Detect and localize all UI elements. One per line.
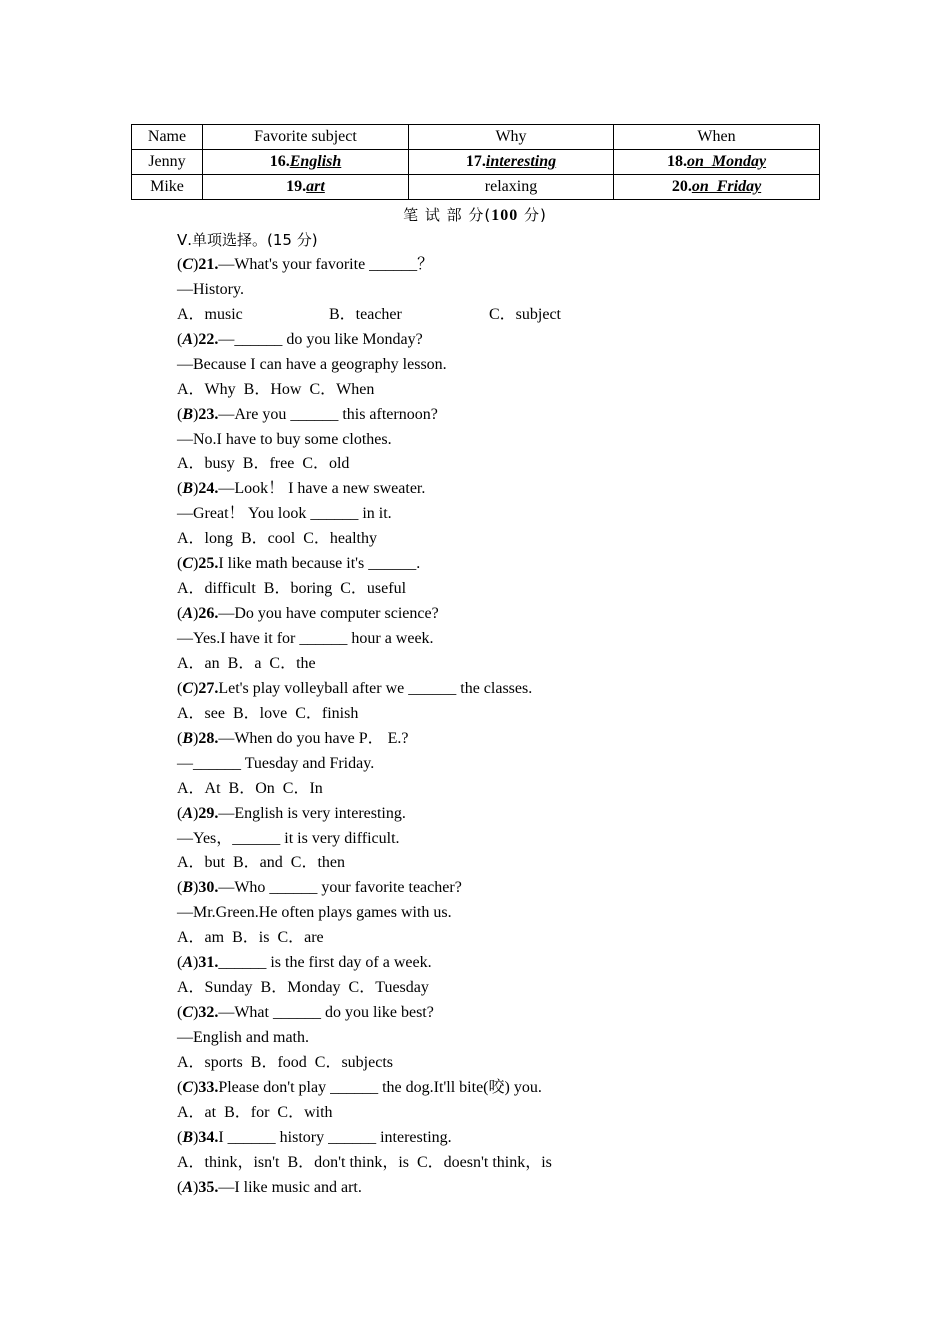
- section-title-score: 100: [491, 207, 519, 224]
- question-number: 25.: [198, 555, 219, 573]
- section-title-text: 笔 试 部 分(: [403, 206, 492, 224]
- question-list: [177, 228, 877, 1201]
- paren-open: (: [177, 729, 183, 747]
- answer-key: A: [182, 330, 193, 348]
- question-text: —When do you have P． E.?: [218, 729, 409, 747]
- answer-cell: [614, 150, 820, 175]
- paren-open: (: [177, 405, 183, 423]
- paren-open: (: [177, 679, 183, 697]
- paren-open: (: [177, 1078, 183, 1096]
- answer-key: B: [182, 729, 193, 747]
- options-line: A．see B．love C．finish: [177, 704, 359, 722]
- question-stem: [177, 602, 877, 627]
- options-line: A．Sunday B．Monday C．Tuesday: [177, 979, 429, 997]
- paren-open: (: [177, 555, 183, 573]
- question-stem: [177, 1076, 877, 1101]
- paren-close: ): [193, 1004, 199, 1022]
- question-number: 27.: [198, 679, 219, 697]
- question-reply: —Mr.Green.He often plays games with us.: [177, 904, 452, 922]
- question-stem: [177, 328, 877, 353]
- static-cell: relaxing: [409, 175, 614, 200]
- question-stem: [177, 477, 877, 502]
- question-stem: [177, 552, 877, 577]
- question-number: 24.: [198, 480, 219, 498]
- question-stem: [177, 951, 877, 976]
- paren-close: ): [193, 330, 199, 348]
- options-line: A．long B．cool C．healthy: [177, 530, 377, 548]
- paren-close: ): [193, 1078, 199, 1096]
- question-reply: —English and math.: [177, 1029, 309, 1046]
- answer-cell: [203, 150, 409, 175]
- answer-number: 16.: [269, 153, 290, 170]
- question-number: 32.: [198, 1004, 219, 1022]
- answer-cell: [614, 175, 820, 200]
- question-number: 22.: [198, 330, 219, 348]
- question-reply: —Yes，______ it is very difficult.: [177, 829, 400, 847]
- option-a: A．music: [177, 305, 243, 323]
- paren-close: ): [193, 405, 199, 423]
- paren-close: ): [193, 480, 199, 498]
- paren-close: ): [193, 729, 199, 747]
- header-name: Name: [132, 125, 203, 150]
- answer-text: art: [306, 178, 325, 195]
- question-reply: —Yes.I have it for ______ hour a week.: [177, 630, 434, 647]
- paren-close: ): [193, 1178, 199, 1196]
- answer-number: 17.: [465, 153, 486, 170]
- question-text: I ______ history ______ interesting.: [218, 1128, 452, 1146]
- question-text: —Are you ______ this afternoon?: [218, 405, 438, 423]
- question-reply: —______ Tuesday and Friday.: [177, 754, 375, 772]
- question-stem: [177, 1001, 877, 1026]
- question-text: —Who ______ your favorite teacher?: [218, 879, 462, 897]
- question-reply: —Because I can have a geography lesson.: [177, 355, 447, 373]
- options-line: A．think，isn't B．don't think，is C．doesn't think，is: [177, 1153, 552, 1171]
- paren-open: (: [177, 804, 183, 822]
- answer-number: 18.: [666, 153, 687, 170]
- paren-close: ): [193, 1128, 199, 1146]
- paren-close: ): [193, 555, 199, 573]
- answer-text: on Friday: [691, 178, 762, 195]
- paren-open: (: [177, 954, 183, 972]
- row-name: Mike: [132, 175, 203, 200]
- options-line: A．at B．for C．with: [177, 1103, 333, 1121]
- options-line: A．Why B．How C．When: [177, 380, 375, 398]
- answer-number: 19.: [286, 178, 307, 195]
- question-stem: [177, 1176, 877, 1201]
- question-stem: [177, 802, 877, 827]
- options-line: A．am B．is C．are: [177, 929, 324, 947]
- question-number: 30.: [198, 879, 219, 897]
- options-line: A．sports B．food C．subjects: [177, 1053, 394, 1071]
- paren-close: ): [193, 605, 199, 623]
- header-favorite-subject: Favorite subject: [203, 125, 409, 150]
- answer-key: A: [182, 1178, 193, 1196]
- paren-open: (: [177, 1004, 183, 1022]
- paren-open: (: [177, 480, 183, 498]
- question-reply: —No.I have to buy some clothes.: [177, 430, 392, 448]
- question-stem: [177, 677, 877, 702]
- paren-open: (: [177, 1128, 183, 1146]
- header-why: Why: [409, 125, 614, 150]
- answer-key: B: [182, 405, 193, 423]
- question-text: —What's your favorite ______？: [218, 255, 434, 273]
- table-header-row: [132, 125, 820, 150]
- question-number: 29.: [198, 804, 219, 822]
- question-text: —Look！ I have a new sweater.: [218, 480, 426, 498]
- question-stem: [177, 403, 877, 428]
- options-line: A．an B．a C．the: [177, 654, 316, 672]
- answer-key: C: [182, 1004, 193, 1022]
- options-line: [177, 303, 877, 328]
- question-number: 34.: [198, 1128, 219, 1146]
- question-number: 33.: [198, 1078, 219, 1096]
- answer-text: English: [289, 153, 342, 170]
- options-line: A．difficult B．boring C．useful: [177, 580, 407, 598]
- paren-open: (: [177, 605, 183, 623]
- options-line: A．busy B．free C．old: [177, 455, 350, 473]
- answer-key: C: [182, 1078, 193, 1096]
- table-row: [132, 175, 820, 200]
- question-text: —______ do you like Monday?: [218, 330, 423, 348]
- question-text: Let's play volleyball after we ______ the classes.: [218, 679, 533, 697]
- answer-key: C: [182, 555, 193, 573]
- options-line: A．but B．and C．then: [177, 854, 345, 872]
- option-c: C．subject: [489, 305, 561, 323]
- paren-open: (: [177, 330, 183, 348]
- paren-open: (: [177, 255, 183, 273]
- question-text: —What ______ do you like best?: [218, 1004, 434, 1022]
- answer-key: A: [182, 804, 193, 822]
- options-line: A．At B．On C．In: [177, 779, 323, 797]
- answer-text: on Monday: [686, 153, 767, 170]
- question-stem: [177, 1126, 877, 1151]
- paren-close: ): [193, 679, 199, 697]
- answer-key: A: [182, 605, 193, 623]
- question-text: ______ is the first day of a week.: [218, 954, 432, 972]
- question-number: 35.: [198, 1178, 219, 1196]
- question-number: 26.: [198, 605, 219, 623]
- answer-key: C: [182, 255, 193, 273]
- answer-number: 20.: [671, 178, 692, 195]
- section-title: [0, 204, 950, 225]
- question-number: 31.: [198, 954, 219, 972]
- paren-open: (: [177, 1178, 183, 1196]
- answer-key: B: [182, 1128, 193, 1146]
- question-number: 23.: [198, 405, 219, 423]
- paren-close: ): [193, 804, 199, 822]
- row-name: Jenny: [132, 150, 203, 175]
- answer-cell: [409, 150, 614, 175]
- question-text: —Do you have computer science?: [218, 605, 439, 623]
- answer-key: C: [182, 679, 193, 697]
- answer-key: A: [182, 954, 193, 972]
- answer-key: B: [182, 879, 193, 897]
- paren-close: ): [193, 954, 199, 972]
- question-stem: [177, 253, 877, 278]
- question-text: —English is very interesting.: [218, 804, 406, 822]
- answer-table: [131, 124, 820, 200]
- paren-open: (: [177, 879, 183, 897]
- table-row: [132, 150, 820, 175]
- part-heading: Ⅴ.单项选择。(15 分): [177, 231, 318, 249]
- question-reply: —History.: [177, 280, 244, 298]
- answer-text: interesting: [485, 153, 557, 170]
- question-number: 21.: [198, 255, 219, 273]
- question-text: I like math because it's ______.: [218, 555, 421, 573]
- question-number: 28.: [198, 729, 219, 747]
- answer-cell: [203, 175, 409, 200]
- paren-close: ): [193, 255, 199, 273]
- paren-close: ): [193, 879, 199, 897]
- header-when: When: [614, 125, 820, 150]
- question-reply: —Great！ You look ______ in it.: [177, 505, 392, 523]
- question-text: —I like music and art.: [218, 1178, 362, 1196]
- answer-key: B: [182, 480, 193, 498]
- question-text: Please don't play ______ the dog.It'll bite(咬) you.: [218, 1078, 542, 1096]
- option-b: B．teacher: [329, 305, 402, 323]
- question-stem: [177, 876, 877, 901]
- question-stem: [177, 727, 877, 752]
- section-title-tail: 分): [518, 206, 547, 224]
